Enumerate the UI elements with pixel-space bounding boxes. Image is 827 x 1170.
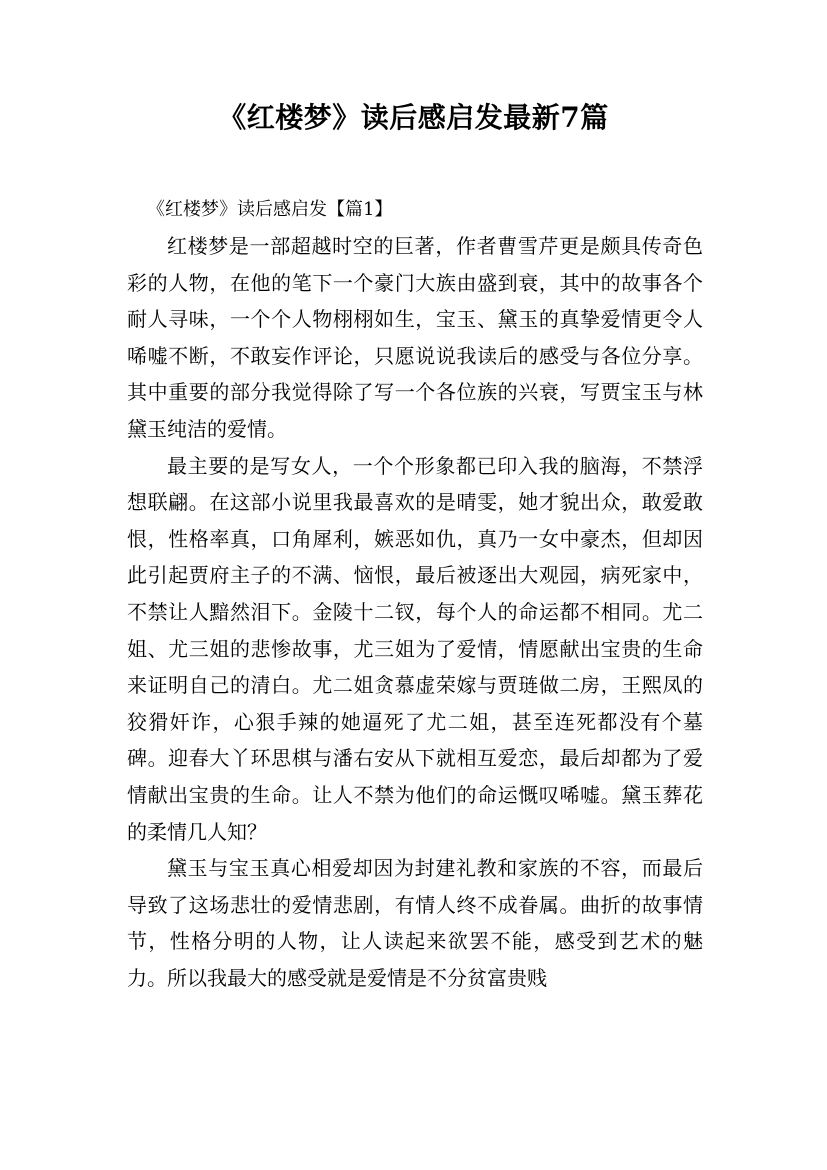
paragraph-2: 最主要的是写女人，一个个形象都已印入我的脑海，不禁浮想联翩。在这部小说里我最喜欢的是晴雯，她才貌出众，敢爱敢恨，性格率真，口角犀利，嫉恶如仇，真乃一女中豪杰，但却因此引起贾府主子的不满、恼恨，最后被逐出大观园，病死家中，不禁让人黯然泪下。金陵十二钗，每个人的命运都不相同。尤二姐、尤三姐的悲惨故事，尤三姐为了爱情，情愿献出宝贵的生命来证明自己的清白。尤二姐贪慕虚荣嫁与贾琏做二房，王熙凤的狡猾奸诈，心狠手辣的她逼死了尤二姐，甚至连死都没有个墓碑。迎春大丫环思棋与潘右安从下就相互爱恋，最后却都为了爱情献出宝贵的生命。让人不禁为他们的命运慨叹唏嘘。黛玉葬花的柔情几人知？ <box>127 453 703 844</box>
paragraph-1: 红楼梦是一部超越时空的巨著，作者曹雪芹更是颇具传奇色彩的人物，在他的笔下一个豪门大族由盛到衰，其中的故事各个耐人寻味，一个个人物栩栩如生，宝玉、黛玉的真挚爱情更令人唏嘘不断，不敢妄作评论，只愿说说我读后的感受与各位分享。其中重要的部分我觉得除了写一个各位族的兴衰，写贾宝玉与林黛玉纯洁的爱情。 <box>127 234 703 441</box>
paragraph-3: 黛玉与宝玉真心相爱却因为封建礼教和家族的不容，而最后导致了这场悲壮的爱情悲剧，有情人终不成眷属。曲折的故事情节，性格分明的人物，让人读起来欲罢不能，感受到艺术的魅力。所以我最大的感受就是爱情是不分贫富贵贱 <box>127 856 703 990</box>
section-heading: 《红楼梦》读后感启发【篇1】 <box>147 199 393 220</box>
document-body <box>127 192 703 996</box>
document-title: 《红楼梦》读后感启发最新7篇 <box>218 101 609 134</box>
